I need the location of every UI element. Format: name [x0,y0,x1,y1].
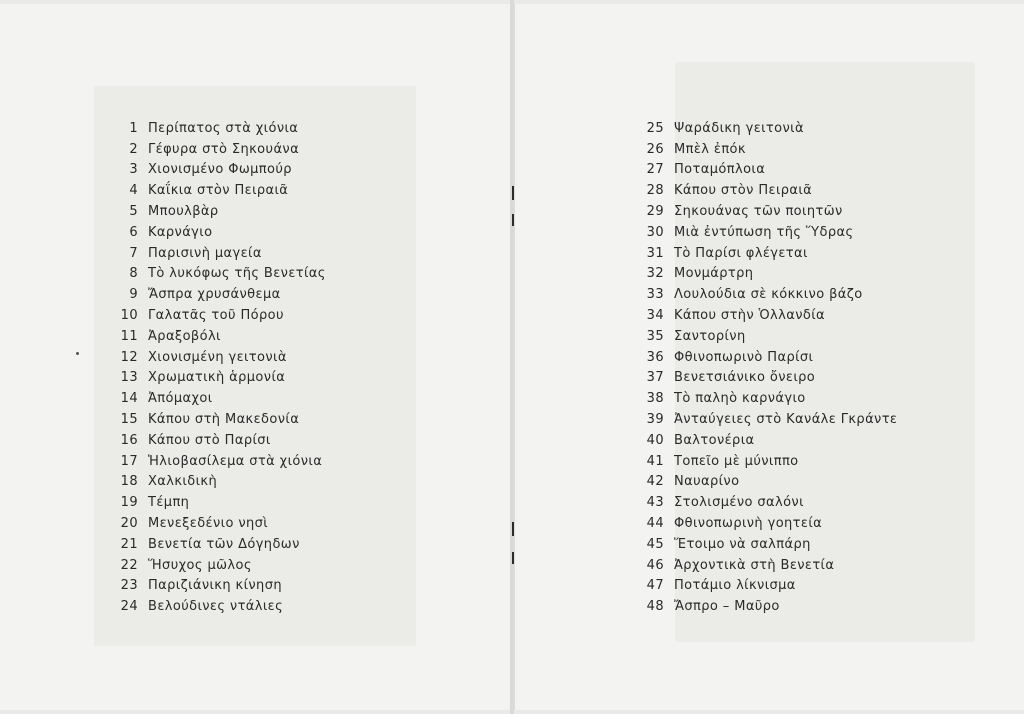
entry-title: Σηκουάνας τῶν ποιητῶν [674,204,843,220]
entry-number: 36 [646,349,664,365]
entry-title: Μενεξεδένιο νησὶ [148,516,269,532]
entry-title: Κάπου στὸ Παρίσι [148,432,271,448]
entry-title: Ἀνταύγειες στὸ Κανάλε Γκράντε [674,412,898,428]
entry-number: 27 [646,162,664,178]
entry-title: Ἀρχοντικὰ στὴ Βενετία [674,557,835,573]
entry-title: Κάπου στὴν Ὁλλανδία [674,308,825,324]
entry-title: Ἕτοιμο νὰ σαλπάρη [674,536,811,552]
entry-number: 33 [646,287,664,303]
entry-number: 21 [120,536,138,552]
entry-number: 23 [120,578,138,594]
entry-title: Γαλατᾶς τοῦ Πόρου [148,308,284,324]
entry-number: 7 [129,245,138,261]
entry-title: Τὸ Παρίσι φλέγεται [674,245,808,261]
entry-title: Βενετία τῶν Δόγηδων [148,536,300,552]
list-item [634,388,897,409]
entry-title: Ποταμόπλοια [674,162,766,178]
list-item [634,576,897,597]
list-item [634,326,897,347]
entry-title: Χιονισμένο Φωμπούρ [148,162,292,178]
entry-number: 47 [646,578,664,594]
list-item [108,451,326,472]
list-item [108,596,326,617]
entry-title: Σαντορίνη [674,328,746,344]
list-item [634,222,897,243]
staple-mark [512,552,514,564]
list-item [634,451,897,472]
entry-number: 3 [129,162,138,178]
entry-number: 2 [129,141,138,157]
entry-title: Φθινοπωρινὴ γοητεία [674,516,823,532]
entry-title: Ἄσπρο – Μαῦρο [674,599,780,615]
entry-number: 25 [646,120,664,136]
list-item [634,534,897,555]
list-item [108,388,326,409]
list-item [634,139,897,160]
list-item [634,472,897,493]
entry-title: Ἄσπρα χρυσάνθεμα [148,287,281,303]
entry-title: Κάπου στὴ Μακεδονία [148,412,300,428]
entry-number: 6 [129,224,138,240]
entry-number: 24 [120,599,138,615]
list-item [108,472,326,493]
entry-title: Ποτάμιο λίκνισμα [674,578,796,594]
entry-number: 38 [646,391,664,407]
entry-number: 16 [120,432,138,448]
list-item [108,264,326,285]
left-page-list [108,118,326,617]
entry-title: Φθινοπωρινὸ Παρίσι [674,349,814,365]
entry-number: 32 [646,266,664,282]
entry-number: 22 [120,557,138,573]
entry-title: Βαλτονέρια [674,432,755,448]
list-item [108,201,326,222]
list-item [108,160,326,181]
entry-title: Μονμάρτρη [674,266,754,282]
entry-title: Ψαράδικη γειτονιὰ [674,120,804,136]
list-item [108,222,326,243]
list-item [108,492,326,513]
list-item [634,513,897,534]
entry-number: 8 [129,266,138,282]
entry-title: Τὸ λυκόφως τῆς Βενετίας [148,266,326,282]
entry-number: 39 [646,412,664,428]
list-item [634,368,897,389]
entry-title: Τέμπη [148,495,190,511]
entry-number: 1 [129,120,138,136]
list-item [108,326,326,347]
list-item [108,409,326,430]
entry-title: Στολισμένο σαλόνι [674,495,804,511]
entry-title: Περίπατος στὰ χιόνια [148,120,299,136]
ink-spot [76,352,79,355]
list-item [108,576,326,597]
entry-number: 12 [120,349,138,365]
entry-number: 37 [646,370,664,386]
entry-title: Τοπεῖο μὲ μύνιππο [674,453,799,469]
staple-mark [512,214,514,226]
entry-number: 34 [646,308,664,324]
list-item [634,409,897,430]
entry-title: Ἥσυχος μῶλος [148,557,252,573]
list-item [108,368,326,389]
list-item [108,180,326,201]
list-item [634,160,897,181]
list-item [634,430,897,451]
entry-number: 43 [646,495,664,511]
entry-title: Λουλούδια σὲ κόκκινο βάζο [674,287,863,303]
list-item [108,534,326,555]
entry-number: 11 [120,328,138,344]
list-item [634,596,897,617]
entry-title: Παρισινὴ μαγεία [148,245,262,261]
list-item [108,513,326,534]
entry-title: Ἀπόμαχοι [148,391,213,407]
entry-number: 31 [646,245,664,261]
entry-number: 44 [646,516,664,532]
entry-number: 10 [120,308,138,324]
entry-title: Καρνάγιο [148,224,213,240]
entry-title: Παριζιάνικη κίνηση [148,578,282,594]
list-item [634,555,897,576]
entry-title: Χρωματικὴ ἁρμονία [148,370,286,386]
list-item [634,243,897,264]
entry-title: Μιὰ ἐντύπωση τῆς Ὕδρας [674,224,854,240]
entry-number: 19 [120,495,138,511]
entry-title: Κάπου στὸν Πειραιᾶ [674,183,813,199]
entry-number: 20 [120,516,138,532]
entry-number: 28 [646,183,664,199]
entry-title: Μπουλβὰρ [148,204,219,220]
entry-title: Ἡλιοβασίλεμα στὰ χιόνια [148,453,323,469]
list-item [108,347,326,368]
list-item [108,430,326,451]
list-item [108,284,326,305]
entry-number: 15 [120,412,138,428]
entry-number: 13 [120,370,138,386]
entry-title: Γέφυρα στὸ Σηκουάνα [148,141,300,157]
list-item [108,305,326,326]
list-item [634,305,897,326]
list-item [108,139,326,160]
list-item [108,555,326,576]
entry-title: Βενετσιάνικο ὄνειρο [674,370,816,386]
list-item [634,201,897,222]
entry-title: Χαλκιδικὴ [148,474,218,490]
list-item [634,118,897,139]
entry-number: 9 [129,287,138,303]
entry-title: Τὸ παληὸ καρνάγιο [674,391,806,407]
right-page-list [634,118,897,617]
staple-mark [512,522,514,536]
entry-number: 30 [646,224,664,240]
entry-number: 42 [646,474,664,490]
list-item [108,118,326,139]
entry-number: 17 [120,453,138,469]
entry-title: Μπὲλ ἐπόκ [674,141,746,157]
entry-title: Ἀραξοβόλι [148,328,221,344]
list-item [634,264,897,285]
entry-number: 40 [646,432,664,448]
list-item [634,180,897,201]
entry-number: 35 [646,328,664,344]
entry-number: 29 [646,204,664,220]
entry-title: Ναυαρίνο [674,474,740,490]
entry-number: 46 [646,557,664,573]
entry-title: Καΐκια στὸν Πειραιᾶ [148,183,289,199]
list-item [634,284,897,305]
entry-number: 5 [129,204,138,220]
staple-mark [512,186,514,200]
entry-number: 45 [646,536,664,552]
entry-number: 14 [120,391,138,407]
list-item [634,347,897,368]
list-item [634,492,897,513]
entry-number: 4 [129,183,138,199]
entry-title: Βελούδινες ντάλιες [148,599,284,615]
list-item [108,243,326,264]
entry-number: 26 [646,141,664,157]
entry-number: 18 [120,474,138,490]
entry-number: 48 [646,599,664,615]
entry-title: Χιονισμένη γειτονιὰ [148,349,287,365]
entry-number: 41 [646,453,664,469]
